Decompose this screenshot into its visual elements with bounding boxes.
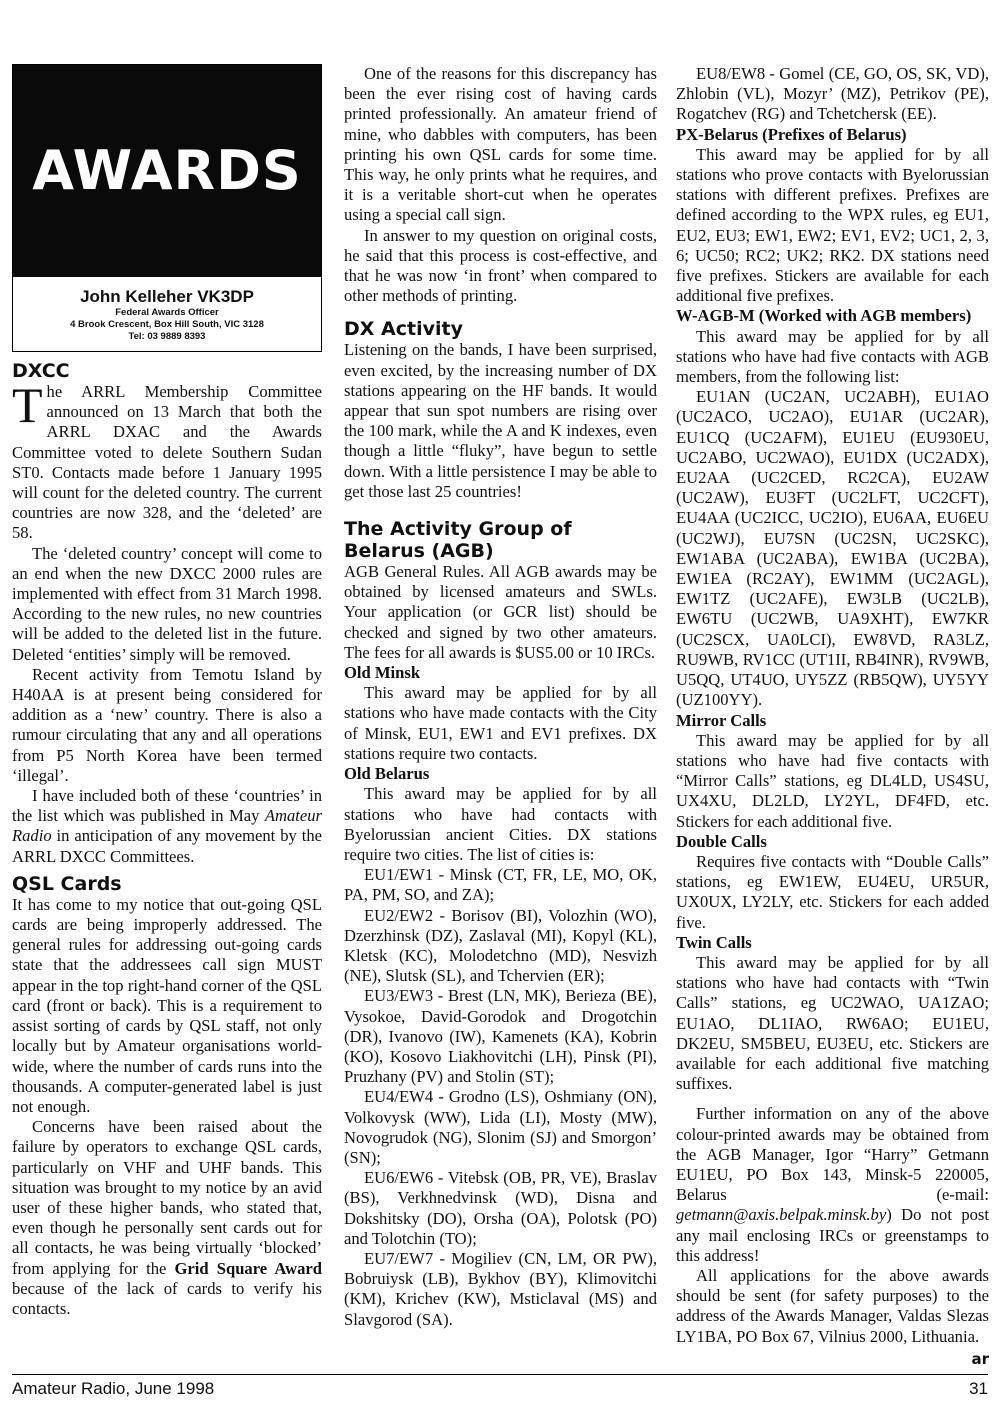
city-list-eu6: EU6/EW6 - Vitebsk (OB, PR, VE), Braslav (BS), Verkhnedvinsk (WD), Disna and Dokshitsky (DO), Orsha (OA), Polotsk (PO) and Tolotchin (TO); xyxy=(344,1168,657,1248)
old-minsk-paragraph: This award may be applied for by all stations who have made contacts with the City of Minsk, EU1, EW1 and EV1 prefixes. DX stations require two contacts. xyxy=(344,683,657,763)
author-name: John Kelleher VK3DP xyxy=(80,287,254,306)
dxcc-paragraph-1: The ARRL Membership Committee announced on 13 March that both the ARRL DXAC and the Awards Committee voted to delete Southern Sudan ST0. Contacts made before 1 January 1995 will count for the deleted country. The current countries are now 328, and the ‘deleted’ are 58. xyxy=(12,377,322,543)
agb-heading: The Activity Group of Belarus (AGB) xyxy=(344,518,572,563)
qsl-paragraph-2: Concerns have been raised about the failure by operators to exchange QSL cards, particularly on VHF and UHF bands. This situation was brought to my notice by an avid user of these higher bands, who stated that, even though he personally sent cards out for all contacts, he was being virtually ‘blocked’ from applying for the Grid Square Award because of the lack of cards to verify his contacts. xyxy=(12,1117,323,1318)
qsl-heading: QSL Cards xyxy=(12,872,122,895)
old-belarus-heading: Old Belarus xyxy=(344,764,430,784)
old-belarus-paragraph: This award may be applied for by all stations who have had contacts with Byelorussian ancient Cities. DX stations require two cities. The list of cities is: xyxy=(344,784,657,864)
further-info-paragraph: Further information on any of the above colour-printed awards may be obtained from the AGB Manager, Igor “Harry” Getmann EU1EU, PO Box 143, Minsk-5 220005, Belarus (e-mail: getmann@axis.belpak.minsk.by) Do not post any mail enclosing IRCs or greenstamps to this address! xyxy=(676,1104,989,1265)
wagb-heading: W-AGB-M (Worked with AGB members) xyxy=(676,306,972,326)
double-calls-heading: Double Calls xyxy=(676,831,767,851)
column-1 xyxy=(12,64,322,1319)
email-address: getmann@axis.belpak.minsk.by xyxy=(676,1205,887,1225)
city-list-eu1: EU1/EW1 - Minsk (CT, FR, LE, MO, OK, PA, PM, SO, and ZA); xyxy=(344,865,657,905)
px-belarus-paragraph: This award may be applied for by all stations who prove contacts with Byelorussian stations with different prefixes. Prefixes are defined according to the WPX rules, eg EU1, EU2, EU3; EW1, EW2; EV1, EV2; UC1, 2, 3, 6; UC50; RC2; UK2; RK2. DX stations need five prefixes. Stickers are available for each additional five prefixes. xyxy=(676,144,989,306)
wagb-member-list: EU1AN (UC2AN, UC2ABH), EU1AO (UC2ACO, UC2AO), EU1AR (UC2AR), EU1CQ (UC2AFM), EU1EU (EU930EU, UC2ABO, UC2WAO), EU1DX (UC2ADX), EU2AA (UC2CED, RC2CA), EU2AW (UC2AW), EU3FT (UC2LFT, UC2CFT), EU4AA (UC2ICC, UC2IO), EU6AA, EU6EU (UC2WJ), EU7SN (UC2SN, UC2SKC), EW1ABA (UC2ABA), EW1BA (UC2BA), EW1EA (RC2AY), EW1MM (UC2AGL), EW1TZ (UC2AFE), EW3LB (UC2LB), EW6TU (UC2WB, UA9XHT), EW7KR (UC2SCX, UA0LCI), EW8VD, RA3LZ, RU9WB, RV1CC (UT1II, RB4INR), RV9WB, U5QQ, UT4UO, UY5ZZ (RB5QW), UY5YY (UZ100YY). xyxy=(676,387,989,710)
old-minsk-heading: Old Minsk xyxy=(344,663,421,683)
applications-paragraph: All applications for the above awards should be sent (for safety purposes) to the address of the Awards Manager, Valdas Slezas LY1BA, PO Box 67, Vilnius 2000, Lithuania. xyxy=(676,1265,989,1346)
city-list-eu4: EU4/EW4 - Grodno (LS), Oshmiany (ON), Volkovysk (WW), Lida (LI), Mosty (MW), Novogrudok (NG), Slonim (SJ) and Smorgon’ (SN); xyxy=(344,1087,657,1167)
awards-banner xyxy=(13,65,321,277)
qsl-paragraph-3: One of the reasons for this discrepancy has been the ever rising cost of having cards printed professionally. An amateur friend of mine, who dabbles with computers, has been printing his own QSL cards for some time. This way, he only prints what he requires, and it is a veritable short-cut when he operates using a special call sign. xyxy=(344,64,657,225)
column-3 xyxy=(676,64,989,1369)
mirror-calls-paragraph: This award may be applied for by all stations who have had five contacts with “Mirror Calls” stations, eg DL4LD, US4SU, UX4XU, DL2LD, LY2YL, DF4FD, etc. Stickers for each additional five. xyxy=(676,730,989,831)
wagb-paragraph: This award may be applied for by all stations who have had five contacts with AGB members, from the following list: xyxy=(676,326,989,387)
city-list-eu3: EU3/EW3 - Brest (LN, MK), Berieza (BE), Vysokoe, David-Gorodok and Drogotchin (DR), Ivanovo (IW), Kamenets (KA), Kobrin (KO), Kosovo Liakhovitchi (LH), Pinsk (PI), Pruzhany (PV) and Stolin (ST); xyxy=(344,986,657,1087)
author-tel: Tel: 03 9889 8393 xyxy=(128,331,206,342)
dxcc-heading: DXCC xyxy=(12,360,70,382)
qsl-paragraph-4: In answer to my question on original costs, he said that this process is cost-effective, and that he was now ‘in front’ when compared to other methods of printing. xyxy=(344,225,657,306)
awards-title: AWARDS xyxy=(32,138,302,202)
awards-header-box xyxy=(12,64,322,352)
city-list-eu8: EU8/EW8 - Gomel (CE, GO, OS, SK, VD), Zhlobin (VL), Mozyr’ (MZ), Petrikov (PE), Rogatchev (RG) and Tchetchersk (EE). xyxy=(676,64,989,124)
dxcc-paragraph-3: Recent activity from Temotu Island by H40AA is at present being considered for addition as a ‘new’ country. There is also a rumour circulating that any and all operations from P5 North Korea have been termed ‘illegal’. xyxy=(12,664,322,785)
drop-cap: T xyxy=(12,377,43,433)
px-belarus-heading: PX-Belarus (Prefixes of Belarus) xyxy=(676,124,907,144)
city-list-eu7: EU7/EW7 - Mogiliev (CN, LM, OR PW), Bobruiysk (LB), Bykhov (BY), Klimovitchi (KM), Krichev (KW), Msticlaval (MS) and Slavgorod (SA). xyxy=(344,1248,657,1329)
author-block xyxy=(13,287,321,343)
twin-calls-heading: Twin Calls xyxy=(676,932,752,952)
end-mark: ar xyxy=(971,1349,989,1368)
double-calls-paragraph: Requires five contacts with “Double Calls” stations, eg EW1EW, EU4EU, UR5UR, UX0UX, LY2LY, etc. Stickers for each added five. xyxy=(676,851,989,932)
page-footer xyxy=(12,1374,988,1399)
footer-publication: Amateur Radio, June 1998 xyxy=(12,1379,215,1398)
twin-calls-paragraph: This award may be applied for by all stations who have had contacts with “Twin Calls” stations, eg UC2WAO, UA1ZAO; EU1AO, DL1IAO, RW6AO; EU1EU, DK2EU, SM5BEU, EU3EU, etc. Stickers are available for each additional five matching suffixes. xyxy=(676,952,989,1094)
author-role: Federal Awards Officer xyxy=(115,307,219,318)
page-number: 31 xyxy=(969,1379,988,1398)
qsl-paragraph-1: It has come to my notice that out-going QSL cards are being improperly addressed. The general rules for addressing out-going cards state that the addressees call sign MUST appear in the top right-hand corner of the QSL card (front or back). This is a requirement to assist sorting of cards by QSL staff, not only locally but by Amateur organisations world-wide, where the number of cards runs into the thousands. A computer-generated label is just not enough. xyxy=(12,894,322,1116)
city-list-eu2: EU2/EW2 - Borisov (BI), Volozhin (WO), Dzerzhinsk (DZ), Zaslaval (MI), Kopyl (KL), Kletsk (KC), Molodetchno (MD), Nesvizh (NE), Slutsk (SL), and Tchervien (ER); xyxy=(344,905,657,986)
author-address: 4 Brook Crescent, Box Hill South, VIC 3128 xyxy=(70,319,264,330)
mirror-calls-heading: Mirror Calls xyxy=(676,710,767,730)
agb-rules-paragraph: AGB General Rules. All AGB awards may be obtained by licensed amateurs and SWLs. Your application (or GCR list) should be checked and signed by two other amateurs. The fees for all awards is $US5.00 or 10 IRCs. xyxy=(344,562,657,662)
dx-activity-heading: DX Activity xyxy=(344,318,463,341)
dxcc-paragraph-4: I have included both of these ‘countries’ in the list which was published in May Amateur Radio in anticipation of any movement by the ARRL DXCC Committees. xyxy=(12,786,322,866)
dx-activity-paragraph: Listening on the bands, I have been surprised, even excited, by the increasing number of DX stations appearing on the HF bands. It would appear that sun spot numbers are rising over the 100 mark, while the A and K indexes, even though a little “fluky”, have begun to settle down. With a little persistence I may be able to get those last 25 countries! xyxy=(344,340,657,501)
dxcc-paragraph-2: The ‘deleted country’ concept will come to an end when the new DXCC 2000 rules are implemented with effect from 31 March 1998. According to the new rules, no new countries will be added to the deleted list in the future. Deleted ‘entities’ simply will be removed. xyxy=(12,543,322,664)
column-2 xyxy=(344,64,657,1330)
